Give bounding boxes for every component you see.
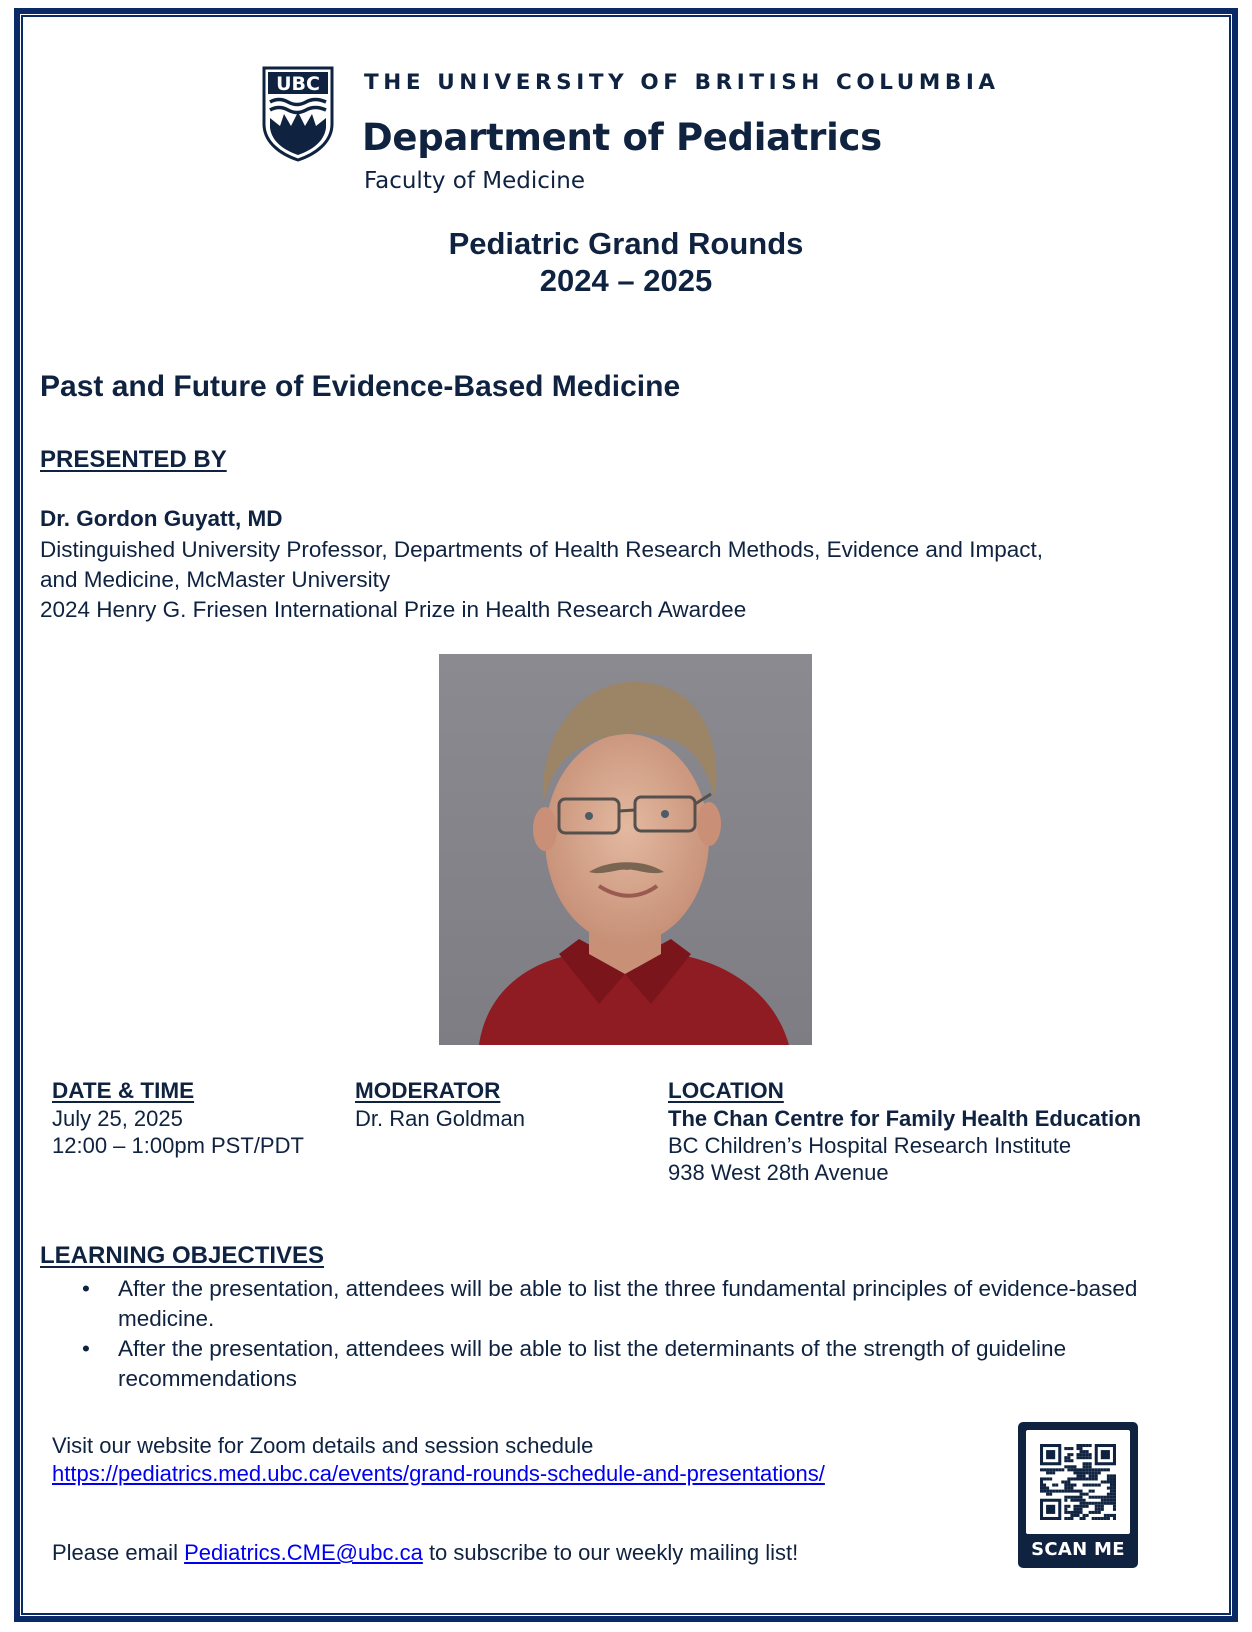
date-time-heading: DATE & TIME (52, 1078, 195, 1103)
qr-module (1098, 1517, 1101, 1520)
qr-module (1040, 1477, 1043, 1480)
qr-module (1083, 1465, 1086, 1468)
qr-module (1064, 1480, 1067, 1483)
qr-module (1080, 1508, 1083, 1511)
qr-module (1086, 1477, 1089, 1480)
qr-module (1086, 1453, 1089, 1456)
qr-module (1098, 1484, 1101, 1487)
qr-module (1080, 1468, 1083, 1471)
qr-module (1080, 1517, 1083, 1520)
qr-module (1107, 1496, 1110, 1499)
qr-module (1107, 1499, 1110, 1502)
qr-module (1092, 1477, 1095, 1480)
website-link[interactable]: https://pediatrics.med.ubc.ca/events/grand-rounds-schedule-and-presentations/ (52, 1461, 825, 1486)
department-name: Department of Pediatrics (362, 116, 882, 159)
bullet-icon: • (82, 1276, 90, 1301)
qr-module (1070, 1514, 1073, 1517)
email-link[interactable]: Pediatrics.CME@ubc.ca (184, 1540, 423, 1565)
qr-module (1070, 1468, 1073, 1471)
qr-module (1055, 1468, 1058, 1471)
qr-module (1073, 1490, 1076, 1493)
qr-module (1113, 1480, 1116, 1483)
qr-module (1046, 1477, 1049, 1480)
qr-module (1058, 1490, 1061, 1493)
qr-module (1080, 1505, 1083, 1508)
series-title: Pediatric Grand Rounds (448, 226, 804, 261)
qr-module (1092, 1484, 1095, 1487)
qr-module (1080, 1499, 1083, 1502)
qr-module (1070, 1496, 1073, 1499)
qr-module (1073, 1511, 1076, 1514)
speaker-bio-line: and Medicine, McMaster University (40, 567, 391, 592)
speaker-bio-line: Distinguished University Professor, Departments of Health Research Methods, Evidence and Impact, (40, 537, 1043, 562)
qr-module (1104, 1480, 1107, 1483)
qr-code-badge[interactable] (1018, 1422, 1138, 1568)
qr-module (1098, 1505, 1101, 1508)
qr-module (1067, 1480, 1070, 1483)
qr-module (1107, 1477, 1110, 1480)
qr-module (1064, 1487, 1067, 1490)
qr-module (1073, 1499, 1076, 1502)
qr-module (1101, 1505, 1104, 1508)
qr-module (1064, 1459, 1067, 1462)
qr-module (1092, 1517, 1095, 1520)
qr-module (1080, 1453, 1083, 1456)
qr-module (1064, 1511, 1067, 1514)
qr-module (1095, 1502, 1098, 1505)
qr-module (1113, 1493, 1116, 1496)
qr-module (1070, 1517, 1073, 1520)
qr-module (1064, 1505, 1067, 1508)
bullet-icon: • (82, 1336, 90, 1361)
qr-module (1067, 1505, 1070, 1508)
learning-objectives-list (40, 1274, 1140, 1394)
qr-module (1067, 1511, 1070, 1514)
qr-module (1046, 1490, 1049, 1493)
qr-module (1110, 1477, 1113, 1480)
qr-module (1083, 1502, 1086, 1505)
objective-text: After the presentation, attendees will be able to list the three fundamental principles of evidence-based medicine. (118, 1276, 1138, 1331)
qr-module (1052, 1484, 1055, 1487)
qr-module (1061, 1490, 1064, 1493)
qr-module (1083, 1474, 1086, 1477)
qr-module (1089, 1477, 1092, 1480)
qr-module (1113, 1508, 1116, 1511)
qr-module (1067, 1484, 1070, 1487)
moderator-name: Dr. Ran Goldman (355, 1106, 525, 1131)
qr-module (1073, 1477, 1076, 1480)
qr-module (1107, 1487, 1110, 1490)
qr-module (1076, 1477, 1079, 1480)
qr-module (1089, 1468, 1092, 1471)
qr-module (1080, 1447, 1083, 1450)
qr-module (1089, 1490, 1092, 1493)
qr-module (1080, 1490, 1083, 1493)
qr-module (1110, 1474, 1113, 1477)
qr-module (1076, 1490, 1079, 1493)
qr-module (1089, 1465, 1092, 1468)
qr-module (1046, 1493, 1049, 1496)
talk-title: Past and Future of Evidence-Based Medicine (40, 370, 681, 403)
qr-module (1070, 1447, 1073, 1450)
qr-module (1092, 1496, 1095, 1499)
qr-module (1080, 1456, 1083, 1459)
email-suffix: to subscribe to our weekly mailing list! (422, 1540, 799, 1565)
qr-finder-center (1101, 1450, 1110, 1459)
qr-module (1064, 1499, 1067, 1502)
qr-module (1067, 1456, 1070, 1459)
qr-module (1107, 1517, 1110, 1520)
qr-module (1107, 1514, 1110, 1517)
qr-module (1076, 1505, 1079, 1508)
qr-module (1083, 1493, 1086, 1496)
qr-module (1073, 1465, 1076, 1468)
qr-module (1095, 1477, 1098, 1480)
qr-module (1113, 1499, 1116, 1502)
qr-module (1043, 1477, 1046, 1480)
qr-module (1083, 1514, 1086, 1517)
qr-module (1113, 1474, 1116, 1477)
qr-module (1076, 1496, 1079, 1499)
location-venue: The Chan Centre for Family Health Education (668, 1106, 1142, 1131)
qr-module (1086, 1493, 1089, 1496)
qr-module (1070, 1459, 1073, 1462)
qr-module (1083, 1468, 1086, 1471)
qr-module (1046, 1468, 1049, 1471)
qr-module (1043, 1468, 1046, 1471)
qr-module (1089, 1484, 1092, 1487)
qr-module (1101, 1508, 1104, 1511)
qr-module (1083, 1471, 1086, 1474)
qr-module (1076, 1474, 1079, 1477)
qr-module (1107, 1468, 1110, 1471)
qr-module (1092, 1502, 1095, 1505)
qr-module (1055, 1490, 1058, 1493)
qr-module (1113, 1477, 1116, 1480)
qr-module (1040, 1490, 1043, 1493)
website-info (52, 1432, 825, 1488)
qr-module (1098, 1471, 1101, 1474)
qr-module (1049, 1468, 1052, 1471)
learning-objectives-heading: LEARNING OBJECTIVES (40, 1242, 325, 1269)
qr-module (1095, 1517, 1098, 1520)
qr-module (1073, 1505, 1076, 1508)
qr-module (1067, 1517, 1070, 1520)
qr-module (1080, 1474, 1083, 1477)
qr-module (1089, 1496, 1092, 1499)
qr-module (1070, 1499, 1073, 1502)
qr-module (1092, 1471, 1095, 1474)
qr-module (1083, 1477, 1086, 1480)
qr-module (1043, 1490, 1046, 1493)
presented-by-heading: PRESENTED BY (40, 446, 227, 473)
qr-finder-center (1046, 1505, 1055, 1514)
qr-module (1083, 1517, 1086, 1520)
qr-module (1104, 1468, 1107, 1471)
speaker-name: Dr. Gordon Guyatt, MD (40, 506, 283, 531)
email-line (52, 1540, 798, 1566)
qr-module (1064, 1517, 1067, 1520)
qr-module (1080, 1496, 1083, 1499)
qr-module (1089, 1502, 1092, 1505)
qr-module (1113, 1502, 1116, 1505)
qr-module (1092, 1468, 1095, 1471)
qr-module (1101, 1468, 1104, 1471)
qr-module (1040, 1487, 1043, 1490)
qr-module (1064, 1465, 1067, 1468)
location-address: 938 West 28th Avenue (668, 1160, 889, 1185)
speaker-bio (40, 535, 1220, 625)
qr-module (1104, 1496, 1107, 1499)
qr-module (1086, 1484, 1089, 1487)
qr-module (1113, 1505, 1116, 1508)
qr-module (1080, 1502, 1083, 1505)
qr-module (1073, 1484, 1076, 1487)
qr-module (1098, 1468, 1101, 1471)
ubc-crest-icon (262, 66, 334, 162)
qr-module (1070, 1487, 1073, 1490)
qr-module (1086, 1462, 1089, 1465)
qr-module (1049, 1471, 1052, 1474)
qr-module (1076, 1508, 1079, 1511)
speaker-photo (439, 654, 812, 1045)
qr-module (1098, 1508, 1101, 1511)
qr-module (1086, 1505, 1089, 1508)
qr-module (1064, 1490, 1067, 1493)
qr-module (1110, 1484, 1113, 1487)
qr-module (1083, 1453, 1086, 1456)
qr-module (1083, 1444, 1086, 1447)
qr-module (1080, 1493, 1083, 1496)
qr-module (1089, 1462, 1092, 1465)
qr-module (1086, 1502, 1089, 1505)
location-block (668, 1077, 1141, 1186)
qr-module (1110, 1487, 1113, 1490)
qr-module (1113, 1496, 1116, 1499)
qr-module (1095, 1508, 1098, 1511)
qr-module (1052, 1471, 1055, 1474)
qr-module (1110, 1499, 1113, 1502)
qr-module (1083, 1456, 1086, 1459)
objective-text: After the presentation, attendees will be able to list the determinants of the strength of guideline recommendations (118, 1336, 1067, 1391)
qr-module (1067, 1490, 1070, 1493)
qr-module (1049, 1493, 1052, 1496)
qr-module (1046, 1471, 1049, 1474)
visit-text: Visit our website for Zoom details and session schedule (52, 1433, 594, 1458)
qr-module (1098, 1502, 1101, 1505)
qr-finder-center (1046, 1450, 1055, 1459)
qr-module (1110, 1496, 1113, 1499)
qr-module (1107, 1480, 1110, 1483)
qr-module (1061, 1468, 1064, 1471)
qr-module (1046, 1487, 1049, 1490)
qr-module (1083, 1450, 1086, 1453)
qr-module (1049, 1490, 1052, 1493)
qr-module (1076, 1499, 1079, 1502)
qr-module (1104, 1499, 1107, 1502)
qr-module (1092, 1474, 1095, 1477)
qr-module (1080, 1450, 1083, 1453)
qr-module (1089, 1456, 1092, 1459)
objective-item (40, 1274, 1140, 1334)
qr-module (1055, 1484, 1058, 1487)
objective-item (40, 1334, 1140, 1394)
qr-module (1058, 1468, 1061, 1471)
qr-module (1086, 1465, 1089, 1468)
qr-module (1040, 1480, 1043, 1483)
qr-module (1113, 1490, 1116, 1493)
qr-module (1110, 1490, 1113, 1493)
qr-module (1070, 1511, 1073, 1514)
qr-module (1086, 1456, 1089, 1459)
qr-module (1076, 1471, 1079, 1474)
qr-module (1052, 1468, 1055, 1471)
qr-module (1107, 1493, 1110, 1496)
event-time: 12:00 – 1:00pm PST/PDT (52, 1133, 304, 1158)
location-heading: LOCATION (668, 1078, 784, 1103)
qr-module (1080, 1477, 1083, 1480)
qr-module (1095, 1474, 1098, 1477)
speaker-bio-line: 2024 Henry G. Friesen International Prize in Health Research Awardee (40, 597, 747, 622)
qr-module (1083, 1484, 1086, 1487)
qr-module (1070, 1453, 1073, 1456)
qr-module (1040, 1484, 1043, 1487)
qr-module (1067, 1477, 1070, 1480)
qr-module (1073, 1508, 1076, 1511)
qr-module (1098, 1496, 1101, 1499)
qr-module (1064, 1484, 1067, 1487)
qr-module (1113, 1517, 1116, 1520)
qr-module (1080, 1444, 1083, 1447)
qr-module (1076, 1453, 1079, 1456)
qr-module (1083, 1462, 1086, 1465)
moderator-heading: MODERATOR (355, 1078, 501, 1103)
qr-module (1095, 1505, 1098, 1508)
qr-module (1110, 1493, 1113, 1496)
series-years: 2024 – 2025 (539, 263, 713, 298)
qr-module (1067, 1447, 1070, 1450)
qr-module (1101, 1496, 1104, 1499)
qr-module (1089, 1471, 1092, 1474)
portrait-illustration (439, 654, 812, 1045)
qr-module (1076, 1447, 1079, 1450)
date-time-block (52, 1077, 304, 1159)
qr-code-icon (1040, 1444, 1116, 1520)
qr-module (1089, 1453, 1092, 1456)
qr-module (1073, 1514, 1076, 1517)
qr-module (1080, 1471, 1083, 1474)
qr-code-panel (1026, 1430, 1130, 1534)
qr-module (1086, 1450, 1089, 1453)
qr-module (1101, 1517, 1104, 1520)
qr-module (1067, 1487, 1070, 1490)
qr-module (1040, 1468, 1043, 1471)
qr-module (1073, 1468, 1076, 1471)
qr-module (1113, 1484, 1116, 1487)
qr-module (1076, 1514, 1079, 1517)
qr-module (1086, 1468, 1089, 1471)
qr-module (1049, 1477, 1052, 1480)
qr-module (1064, 1508, 1067, 1511)
qr-module (1067, 1468, 1070, 1471)
qr-module (1110, 1480, 1113, 1483)
email-prefix: Please email (52, 1540, 185, 1565)
qr-module (1083, 1505, 1086, 1508)
qr-module (1104, 1514, 1107, 1517)
qr-module (1067, 1459, 1070, 1462)
qr-module (1073, 1496, 1076, 1499)
qr-module (1073, 1471, 1076, 1474)
scan-me-label: SCAN ME (1031, 1539, 1125, 1560)
qr-module (1080, 1511, 1083, 1514)
qr-module (1070, 1465, 1073, 1468)
qr-module (1076, 1511, 1079, 1514)
qr-module (1070, 1477, 1073, 1480)
qr-module (1107, 1502, 1110, 1505)
ubc-logo-text: UBC (276, 73, 320, 95)
qr-module (1110, 1502, 1113, 1505)
qr-module (1089, 1444, 1092, 1447)
qr-module (1101, 1502, 1104, 1505)
qr-module (1095, 1511, 1098, 1514)
qr-module (1043, 1484, 1046, 1487)
qr-module (1086, 1444, 1089, 1447)
qr-module (1089, 1474, 1092, 1477)
qr-module (1067, 1496, 1070, 1499)
qr-module (1095, 1471, 1098, 1474)
qr-module (1067, 1465, 1070, 1468)
qr-module (1092, 1490, 1095, 1493)
qr-module (1113, 1514, 1116, 1517)
qr-module (1101, 1480, 1104, 1483)
qr-module (1043, 1487, 1046, 1490)
qr-module (1089, 1511, 1092, 1514)
qr-module (1086, 1514, 1089, 1517)
qr-module (1064, 1496, 1067, 1499)
qr-module (1107, 1474, 1110, 1477)
qr-module (1110, 1514, 1113, 1517)
moderator-block (355, 1077, 525, 1132)
qr-module (1064, 1447, 1067, 1450)
qr-module (1113, 1487, 1116, 1490)
qr-module (1061, 1480, 1064, 1483)
location-institute: BC Children’s Hospital Research Institute (668, 1133, 1072, 1158)
qr-module (1083, 1499, 1086, 1502)
qr-module (1076, 1468, 1079, 1471)
qr-module (1052, 1490, 1055, 1493)
qr-module (1067, 1453, 1070, 1456)
qr-module (1101, 1499, 1104, 1502)
event-date: July 25, 2025 (52, 1106, 183, 1131)
faculty-name: Faculty of Medicine (364, 168, 585, 194)
qr-module (1070, 1490, 1073, 1493)
qr-module (1098, 1511, 1101, 1514)
qr-module (1095, 1484, 1098, 1487)
qr-module (1104, 1517, 1107, 1520)
qr-module (1095, 1468, 1098, 1471)
qr-module (1070, 1484, 1073, 1487)
qr-module (1076, 1444, 1079, 1447)
university-name: THE UNIVERSITY OF BRITISH COLUMBIA (364, 70, 1000, 95)
qr-module (1104, 1502, 1107, 1505)
qr-module (1086, 1471, 1089, 1474)
qr-module (1076, 1456, 1079, 1459)
qr-module (1095, 1496, 1098, 1499)
qr-module (1064, 1456, 1067, 1459)
qr-module (1092, 1511, 1095, 1514)
